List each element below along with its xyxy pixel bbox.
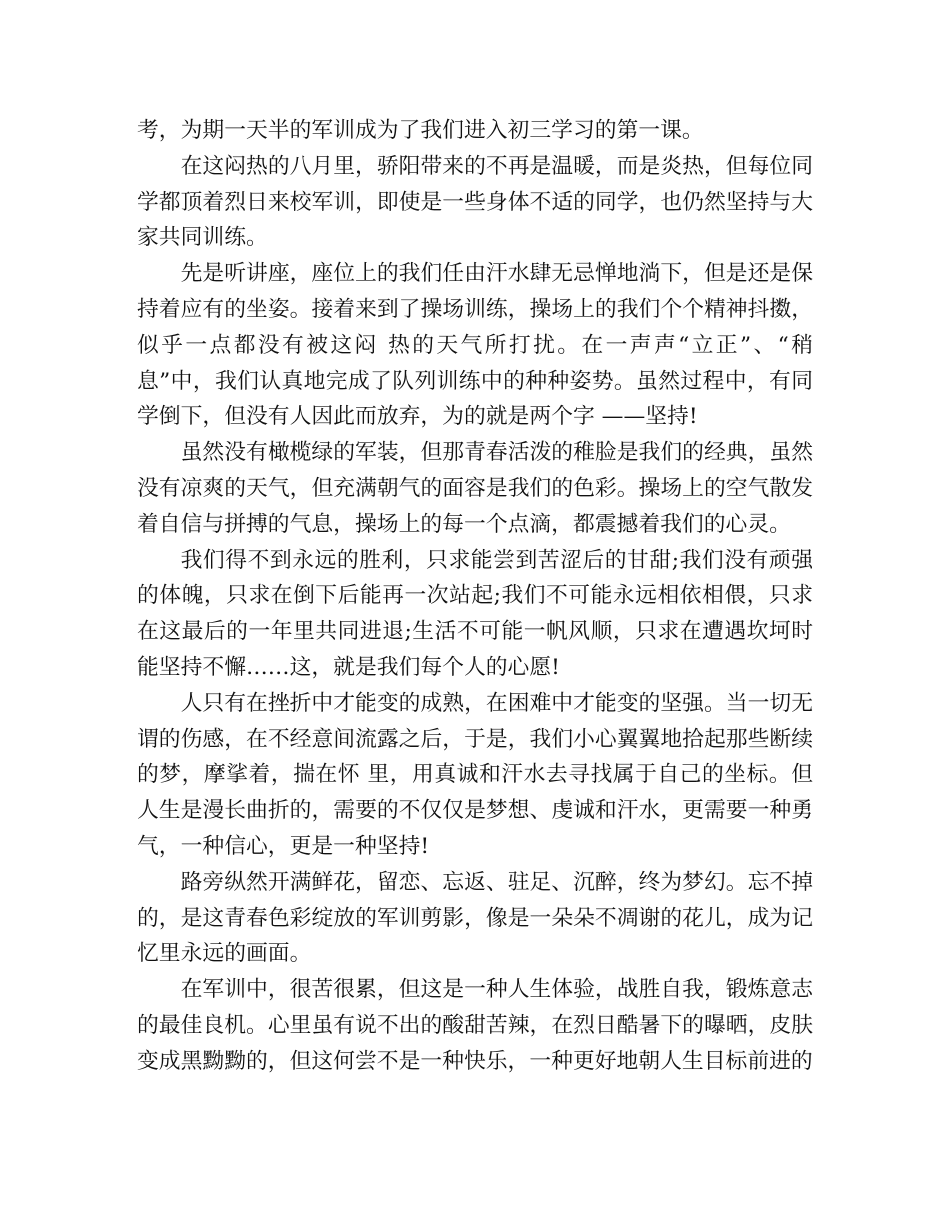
document-page: [137, 113, 813, 1080]
paragraph-3: 先是听讲座，座位上的我们任由汗水肆无忌惮地淌下，但是还是保持着应有的坐姿。接着来到了操场训练，操场上的我们个个精神抖擞，似乎一点都没有被这闷 热的天气所打扰。在一声声“立正”、“稍息”中，我们认真地完成了队列训练中的种种姿势。虽然过程中，有同学倒下，但没有人因此而放弃，为的就是两个字 ——坚持!: [137, 261, 813, 430]
paragraph-1: 考，为期一天半的军训成为了我们进入初三学习的第一课。: [137, 118, 704, 143]
paragraph-4: 虽然没有橄榄绿的军装，但那青春活泼的稚脸是我们的经典，虽然没有凉爽的天气，但充满朝气的面容是我们的色彩。操场上的空气散发着自信与拼搏的气息，操场上的每一个点滴，都震撼着我们的心灵。: [137, 440, 813, 537]
paragraph-2: 在这闷热的八月里，骄阳带来的不再是温暖，而是炎热，但每位同学都顶着烈日来校军训，即使是一些身体不适的同学，也仍然坚持与大家共同训练。: [137, 153, 813, 251]
paragraph-8: 在军训中，很苦很累，但这是一种人生体验，战胜自我，锻炼意志的最佳良机。心里虽有说不出的酸甜苦辣，在烈日酷暑下的曝晒，皮肤变成黑黝黝的，但这何尝不是一种快乐，一种更好地朝人生目标前进的: [137, 977, 813, 1074]
paragraph-5: 我们得不到永远的胜利，只求能尝到苦涩后的甘甜;我们没有顽强的体魄，只求在倒下后能再一次站起;我们不可能永远相依相偎，只求在这最后的一年里共同进退;生活不可能一帆风顺，只求在遭遇坎坷时能坚持不懈……这，就是我们每个人的心愿!: [137, 547, 813, 680]
paragraph-7: 路旁纵然开满鲜花，留恋、忘返、驻足、沉醉，终为梦幻。忘不掉的，是这青春色彩绽放的军训剪影，像是一朵朵不凋谢的花儿，成为记忆里永远的画面。: [137, 869, 813, 967]
paragraph-6: 人只有在挫折中才能变的成熟，在困难中才能变的坚强。当一切无谓的伤感，在不经意间流露之后，于是，我们小心翼翼地拾起那些断续的梦，摩挲着，揣在怀 里，用真诚和汗水去寻找属于自己的坐标。但人生是漫长曲折的，需要的不仅仅是梦想、虔诚和汗水，更需要一种勇气，一种信心，更是一种坚持!: [137, 690, 813, 859]
